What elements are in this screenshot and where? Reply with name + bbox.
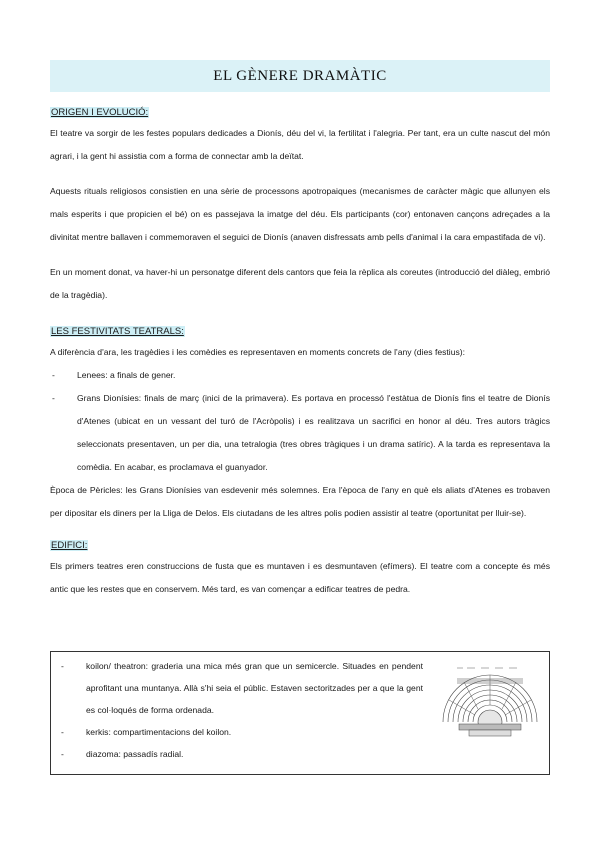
- list-item: - kerkis: compartimentacions del koilon.: [61, 727, 232, 737]
- section-heading-edifici: EDIFICI:: [51, 540, 88, 551]
- festival-list: [50, 364, 550, 479]
- theatre-parts-box: [50, 651, 550, 775]
- list-item: - koilon/ theatron: graderia una mica més gran que un semicercle. Situades en pendent aprofitant una muntanya. Allà s'hi seia el públic. Estaven sectoritzades per a que la gent es col·loqués de forma ordenada.: [61, 661, 423, 715]
- list-item: - Lenees: a finals de gener.: [52, 370, 176, 380]
- paragraph: Època de Pèricles: les Grans Dionísies van esdevenir més solemnes. Era l'època de l'any en què els aliats d'Atenes es trobaven per dipositar els diners per la Lliga de Delos. Els ciutadans de les altres polis podien assistir al teatre (oportunitat per lluir-se).: [50, 485, 550, 518]
- paragraph: A diferència d'ara, les tragèdies i les comèdies es representaven en moments concrets de l'any (dies festius):: [50, 347, 466, 357]
- paragraph: Els primers teatres eren construccions de fusta que es muntaven i es desmuntaven (efímers). El teatre com a concepte és més antic que les restes que en conservem. Més tard, es van començar a edificar teatres de pedra.: [50, 561, 550, 594]
- paragraph: Aquests rituals religiosos consistien en una sèrie de processons apotropaiques (mecanismes de caràcter màgic que allunyen els mals esperits i que propicien el bé) on es passejava la imatge del déu. Els participants (cor) entonaven cançons adreçades a la divinitat mentre ballaven i commemoraven el seguici de Dionís (anaven disfressats amb pells d'animal i la cara empastifada de vi).: [50, 186, 550, 242]
- list-item: - diazoma: passadís radial.: [61, 749, 184, 759]
- theatre-parts-list: [59, 655, 423, 765]
- list-item: - Grans Dionísies: finals de març (inici de la primavera). Es portava en processó l'estàtua de Dionís fins el teatre de Dionís d'Atenes (ubicat en un vessant del turó de l'Acròpolis) i es realitzava un sacrifici en honor al déu. Tres autors tràgics seleccionats presentaven, un per dia, una tetralogia (tres obres tràgiques i un drama satíric). A la tarda es representava la comèdia. En acabar, es proclamava el guanyador.: [52, 393, 550, 472]
- theatre-plan-diagram-icon: [437, 660, 543, 740]
- section-origen: [50, 102, 550, 307]
- section-festivitats: [50, 321, 550, 525]
- section-heading-origen: ORIGEN I EVOLUCIÓ:: [51, 107, 149, 118]
- document-title: EL GÈNERE DRAMÀTIC: [50, 60, 550, 92]
- paragraph: En un moment donat, va haver-hi un personatge diferent dels cantors que feia la rèplica als coreutes (introducció del diàleg, embrió de la tragèdia).: [50, 267, 550, 300]
- document-page: [50, 60, 550, 759]
- section-edifici: [50, 535, 550, 601]
- section-heading-festivitats: LES FESTIVITATS TEATRALS:: [51, 326, 184, 337]
- paragraph: El teatre va sorgir de les festes populars dedicades a Dionís, déu del vi, la fertilitat i l'alegria. Per tant, era un culte nascut del món agrari, i la gent hi assistia com a forma de connectar amb la deïtat.: [50, 128, 550, 161]
